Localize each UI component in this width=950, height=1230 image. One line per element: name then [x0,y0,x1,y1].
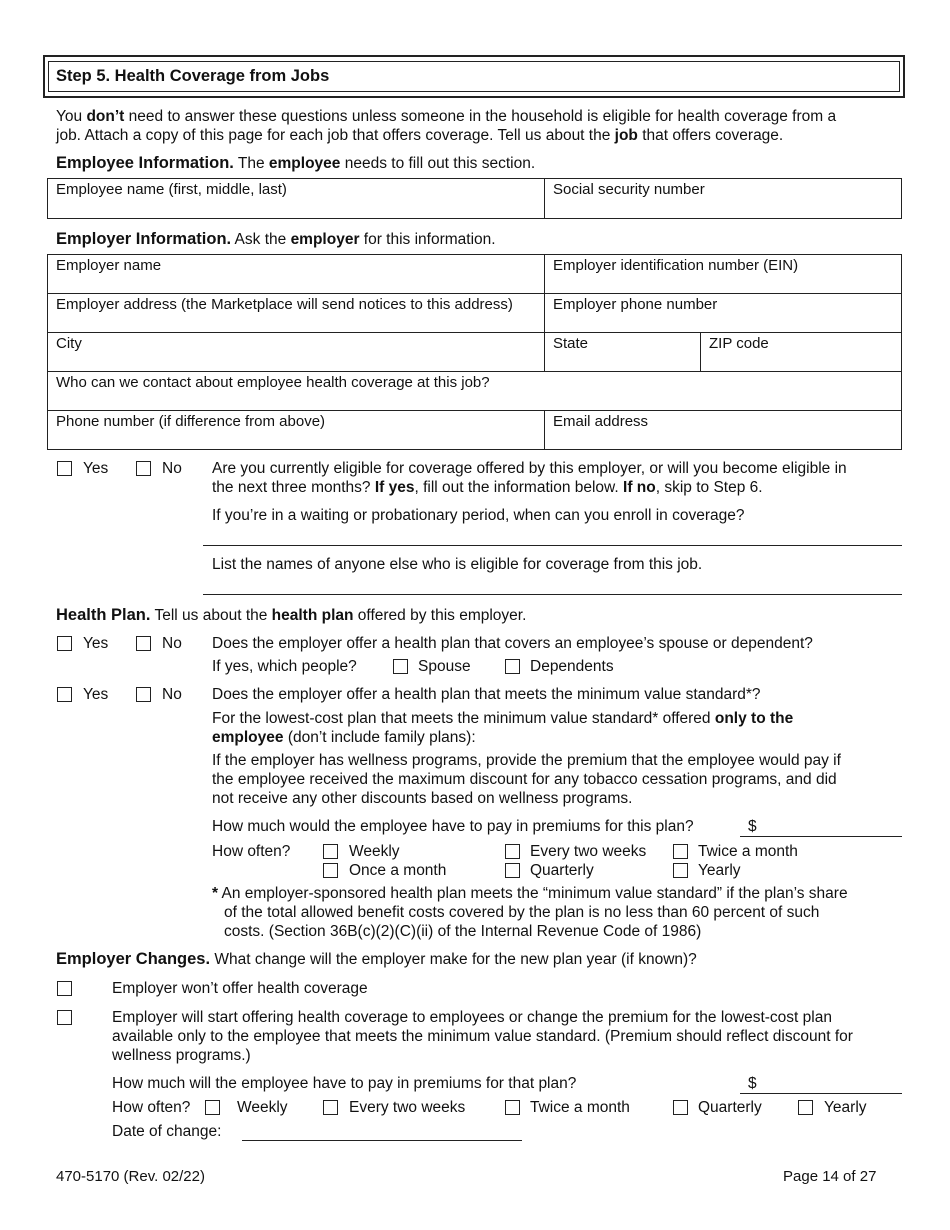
divider [700,332,701,372]
change-quarterly-checkbox[interactable] [673,1100,688,1115]
twice-month-label: Twice a month [698,843,798,860]
spouse-plan-no-checkbox[interactable] [136,636,151,651]
phone-alt-field[interactable]: Phone number (if difference from above) [56,413,326,430]
page-number: Page 14 of 27 [783,1168,877,1185]
employee-name-field[interactable]: Employee name (first, middle, last) [56,181,287,198]
start-coverage-label-1: Employer will start offering health coverage to employees or change the premium for the lowest-cost plan [112,1009,832,1026]
email-field[interactable]: Email address [553,413,649,430]
footnote-line-3: costs. (Section 36B(c)(2)(C)(ii) of the Internal Revenue Code of 1986) [224,923,702,940]
every-two-weeks-label: Every two weeks [349,1099,466,1116]
intro-line-1: You don’t need to answer these questions unless someone in the household is eligible for health coverage from a [56,108,837,125]
once-month-label: Once a month [349,862,447,879]
quarterly-label: Quarterly [698,1099,762,1116]
divider [544,254,545,372]
wellness-text-2: the employee received the maximum discount for any tobacco cessation programs, and did [212,771,837,788]
yearly-checkbox[interactable] [673,863,688,878]
quarterly-label: Quarterly [530,862,594,879]
min-value-yes-checkbox[interactable] [57,687,72,702]
spouse-checkbox[interactable] [393,659,408,674]
weekly-checkbox[interactable] [323,844,338,859]
divider [544,178,545,219]
city-field[interactable]: City [56,335,82,352]
lowest-cost-text-line-2: employee (don’t include family plans): [212,729,476,746]
start-coverage-checkbox[interactable] [57,1010,72,1025]
wellness-text-1: If the employer has wellness programs, provide the premium that the employee would pay if [212,752,841,769]
eligible-yes-checkbox[interactable] [57,461,72,476]
once-month-checkbox[interactable] [323,863,338,878]
divider [47,371,902,372]
spouse-dependent-question: Does the employer offer a health plan that covers an employee’s spouse or dependent? [212,635,813,652]
employer-address-field[interactable]: Employer address (the Marketplace will send notices to this address) [56,296,513,313]
weekly-label: Weekly [349,843,400,860]
contact-field[interactable]: Who can we contact about employee health coverage at this job? [56,374,490,391]
quarterly-checkbox[interactable] [505,863,520,878]
employer-section-heading: Employer Information. Ask the employer for this information. [56,230,496,248]
list-names-question: List the names of anyone else who is eligible for coverage from this job. [212,556,703,573]
no-label: No [162,460,182,477]
change-yearly-checkbox[interactable] [798,1100,813,1115]
ein-field[interactable]: Employer identification number (EIN) [553,257,799,274]
spouse-plan-yes-checkbox[interactable] [57,636,72,651]
divider [47,332,902,333]
twice-month-checkbox[interactable] [673,844,688,859]
dependents-checkbox[interactable] [505,659,520,674]
change-every-two-weeks-checkbox[interactable] [323,1100,338,1115]
footnote-line-1: * An employer-sponsored health plan meets the “minimum value standard” if the plan’s share [212,885,848,902]
eligibility-question-line-2: the next three months? If yes, fill out the information below. If no, skip to Step 6. [212,479,763,496]
yearly-label: Yearly [698,862,741,879]
employer-name-field[interactable]: Employer name [56,257,162,274]
dependents-label: Dependents [530,658,614,675]
spouse-label: Spouse [418,658,471,675]
new-premium-question: How much will the employee have to pay in premiums for that plan? [112,1075,577,1092]
how-often-label: How often? [112,1099,191,1116]
eligibility-question: Are you currently eligible for coverage offered by this employer, or will you become eligible in [212,460,847,477]
premium-question: How much would the employee have to pay in premiums for this plan? [212,818,694,835]
form-number: 470-5170 (Rev. 02/22) [56,1168,205,1185]
waiting-period-line[interactable] [203,545,902,546]
employee-section-heading: Employee Information. The employee needs to fill out this section. [56,154,536,172]
divider [544,410,545,450]
dollar-sign: $ [748,1075,757,1092]
state-field[interactable]: State [553,335,589,352]
yes-label: Yes [83,460,109,477]
every-two-weeks-checkbox[interactable] [505,844,520,859]
eligible-no-checkbox[interactable] [136,461,151,476]
how-often-label: How often? [212,843,291,860]
step-title: Step 5. Health Coverage from Jobs [56,67,330,85]
wellness-text-3: not receive any other discounts based on wellness programs. [212,790,633,807]
min-value-question: Does the employer offer a health plan that meets the minimum value standard*? [212,686,761,703]
health-plan-heading: Health Plan. Tell us about the health plan offered by this employer. [56,606,527,624]
lowest-cost-text: For the lowest-cost plan that meets the minimum value standard* offered only to the [212,710,794,727]
start-coverage-label-2: available only to the employee that meets the minimum value standard. (Premium should reflect discount for [112,1028,853,1045]
footnote-line-2: of the total allowed benefit costs covered by the plan is no less than 60 percent of such [224,904,820,921]
divider [47,410,902,411]
no-coverage-label: Employer won’t offer health coverage [112,980,368,997]
date-of-change-label: Date of change: [112,1123,222,1140]
date-of-change-line[interactable] [242,1140,522,1141]
yes-label: Yes [83,686,109,703]
waiting-period-question: If you’re in a waiting or probationary period, when can you enroll in coverage? [212,507,745,524]
new-premium-amount-line[interactable] [740,1093,902,1094]
dollar-sign: $ [748,818,757,835]
no-label: No [162,635,182,652]
premium-amount-line[interactable] [740,836,902,837]
change-twice-month-checkbox[interactable] [505,1100,520,1115]
twice-month-label: Twice a month [530,1099,630,1116]
employer-changes-heading: Employer Changes. What change will the employer make for the new plan year (if known)? [56,950,697,968]
divider [47,293,902,294]
which-people-label: If yes, which people? [212,658,357,675]
no-label: No [162,686,182,703]
intro-line-2: job. Attach a copy of this page for each job that offers coverage. Tell us about the job that offers coverage. [56,127,784,144]
employer-phone-field[interactable]: Employer phone number [553,296,718,313]
yearly-label: Yearly [824,1099,867,1116]
list-names-line[interactable] [203,594,902,595]
zip-field[interactable]: ZIP code [709,335,769,352]
no-coverage-checkbox[interactable] [57,981,72,996]
yes-label: Yes [83,635,109,652]
every-two-weeks-label: Every two weeks [530,843,647,860]
min-value-no-checkbox[interactable] [136,687,151,702]
start-coverage-label-3: wellness programs.) [112,1047,251,1064]
change-weekly-checkbox[interactable] [205,1100,220,1115]
weekly-label: Weekly [237,1099,288,1116]
ssn-field[interactable]: Social security number [553,181,705,198]
